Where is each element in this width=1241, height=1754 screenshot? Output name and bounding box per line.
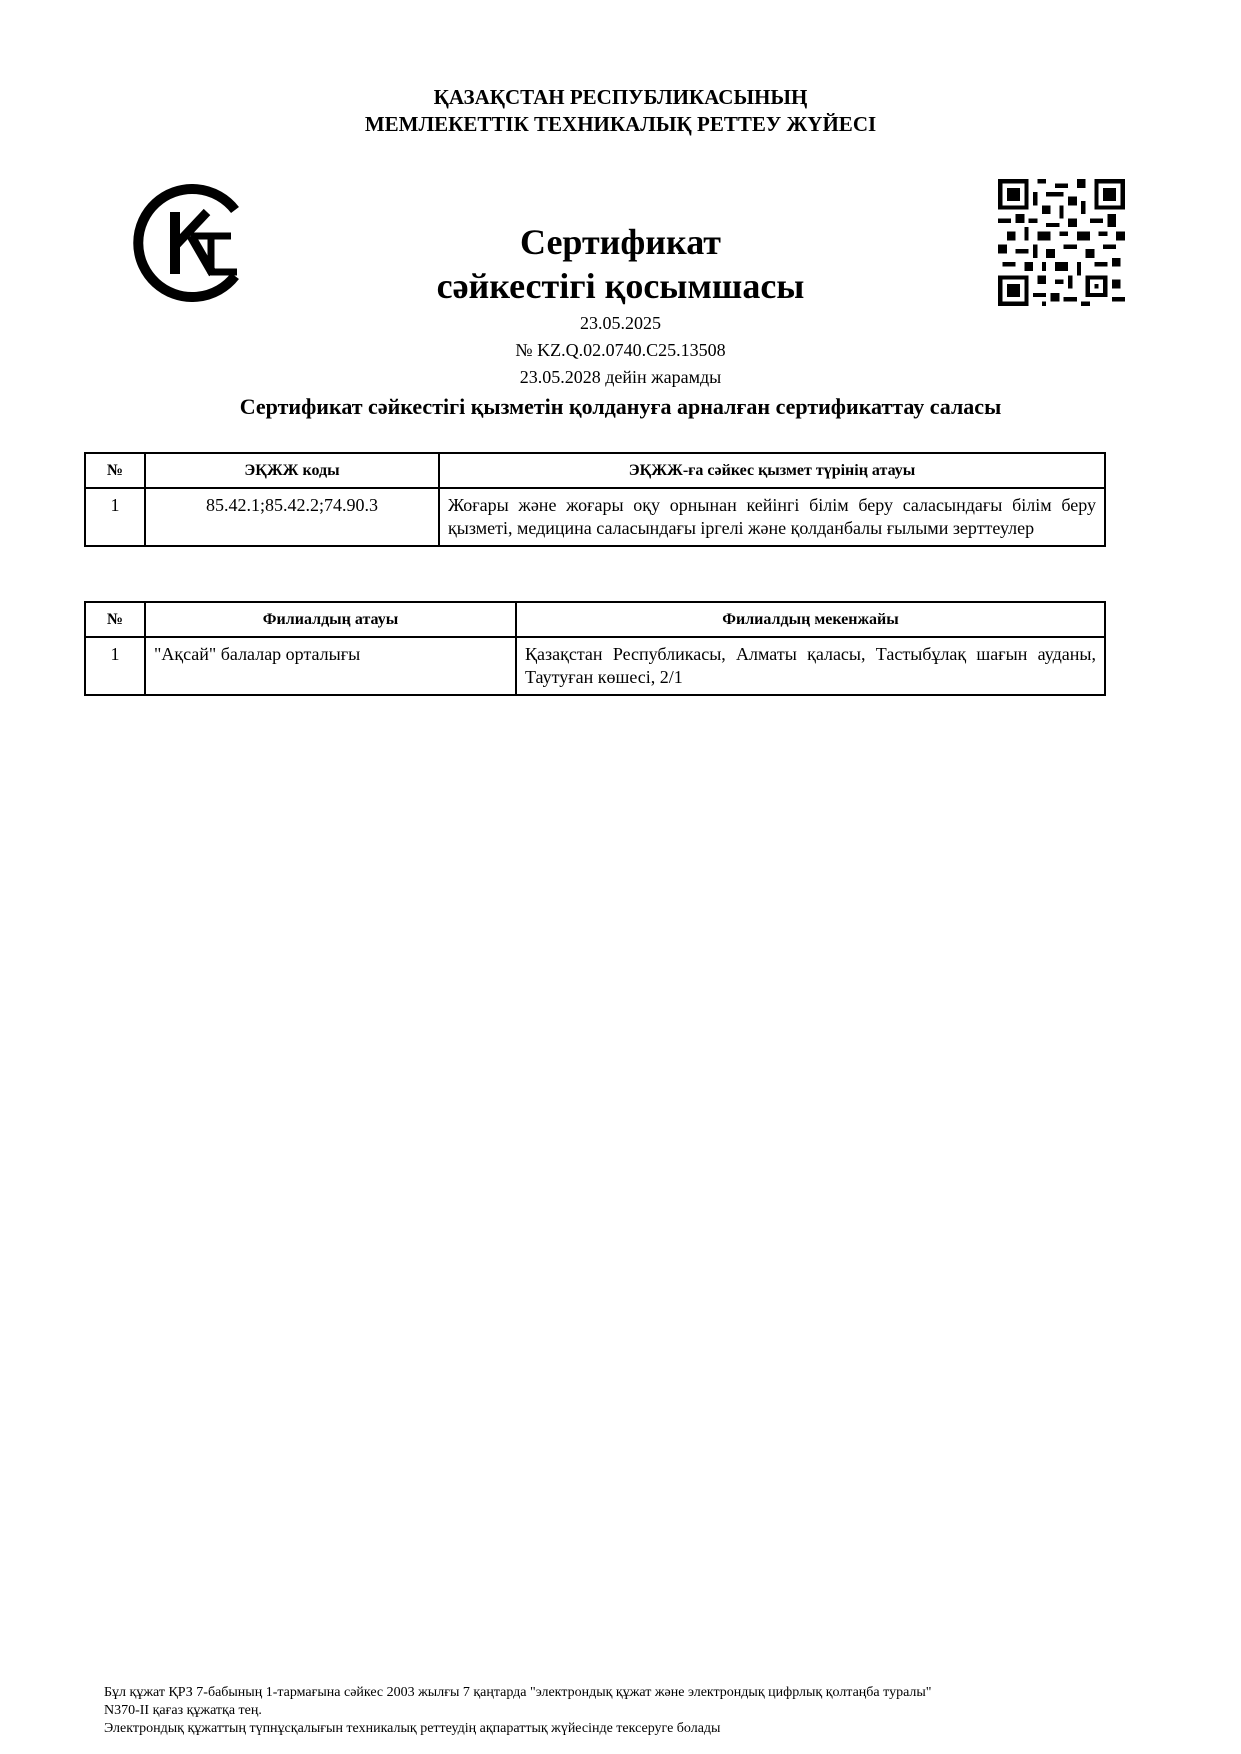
footer-line-3: Электрондық құжаттың түпнұсқалығын техникалық реттеудің ақпараттық жүйесінде тексеруге болады bbox=[104, 1721, 721, 1736]
header-line-2: МЕМЛЕКЕТТІК ТЕХНИКАЛЫҚ РЕТТЕУ ЖҮЙЕСІ bbox=[364, 112, 877, 136]
document-header bbox=[0, 84, 1241, 138]
title-line-2: сәйкестігі қосымшасы bbox=[436, 266, 805, 306]
table-header-row bbox=[85, 453, 1105, 488]
activity-code: 85.42.1;85.42.2;74.90.3 bbox=[145, 488, 439, 546]
activity-name: Жоғары және жоғары оқу орнынан кейінгі білім беру саласындағы білім беру қызметі, медицина саласындағы іргелі және қолданбалы ғылыми зерттеулер bbox=[439, 488, 1105, 546]
row-number: 1 bbox=[85, 488, 145, 546]
header-line-1: ҚАЗАҚСТАН РЕСПУБЛИКАСЫНЫҢ bbox=[433, 85, 808, 109]
table-row bbox=[85, 488, 1105, 546]
branch-address: Қазақстан Республикасы, Алматы қаласы, Тастыбұлақ шағын ауданы, Таутуған көшесі, 2/1 bbox=[516, 637, 1105, 695]
certificate-title bbox=[0, 220, 1241, 308]
title-line-1: Сертификат bbox=[520, 222, 721, 262]
certificate-meta bbox=[0, 310, 1241, 391]
branch-name: "Ақсай" балалар орталығы bbox=[145, 637, 516, 695]
column-header: ЭҚЖЖ-ға сәйкес қызмет түрінің атауы bbox=[439, 453, 1105, 488]
valid-until: 23.05.2028 дейін жарамды bbox=[519, 367, 722, 387]
table-row bbox=[85, 637, 1105, 695]
footer-line-1: Бұл құжат ҚРЗ 7-бабының 1-тармағына сәйкес 2003 жылғы 7 қаңтарда "электрондық құжат және электрондық цифрлық қолтаңба туралы" bbox=[104, 1685, 932, 1700]
certificate-number: № KZ.Q.02.0740.C25.13508 bbox=[515, 340, 726, 360]
table-header-row bbox=[85, 602, 1105, 637]
issue-date: 23.05.2025 bbox=[580, 313, 661, 333]
scope-title: Сертификат сәйкестігі қызметін қолдануға арналған сертификаттау саласы bbox=[239, 394, 1002, 419]
column-header: ЭҚЖЖ коды bbox=[145, 453, 439, 488]
column-header: № bbox=[85, 602, 145, 637]
column-header: Филиалдың атауы bbox=[145, 602, 516, 637]
footer-line-2: N370-II қағаз құжатқа тең. bbox=[104, 1703, 262, 1718]
legal-footer bbox=[104, 1684, 1144, 1738]
row-number: 1 bbox=[85, 637, 145, 695]
column-header: Филиалдың мекенжайы bbox=[516, 602, 1105, 637]
activity-codes-table bbox=[84, 452, 1106, 547]
branches-table bbox=[84, 601, 1106, 696]
column-header: № bbox=[85, 453, 145, 488]
